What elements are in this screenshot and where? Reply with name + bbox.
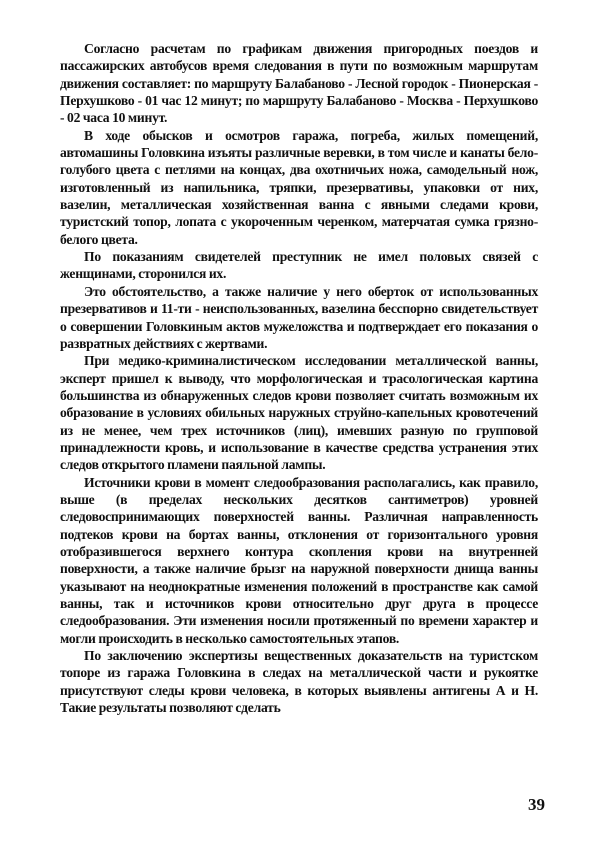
body-text: [60, 40, 538, 716]
paragraph-6: Источники крови в момент следообразования располагались, как правило, выше (в пределах нескольких десятков сантиметров) уровней следовоспринимающих поверхностей ванны. Различная направленность подтеков крови на бортах ванны, отклонения от горизонтального уровня отобразившегося верхнего контура скопления крови на внутренней поверхности, а также наличие брызг на наружной поверхности днища ванны указывают на неоднократные изменения положений в пространстве как самой ванны, так и источников крови относительно друг друга в процессе следообразования. Эти изменения носили протяженный по времени характер и могли происходить в несколько самостоятельных этапов.: [60, 474, 538, 646]
paragraph-5: При медико-криминалистическом исследовании металлической ванны, эксперт пришел к выводу, что морфологическая и трасологическая картина большинства из обнаруженных следов крови позволяет считать возможным их образование в условиях обильных наружных струйно-капельных кровотечений из не менее, чем трех источников (лиц), имевших разную по групповой принадлежности кровь, и использование в качестве средства устранения этих следов открытого пламени паяльной лампы.: [60, 353, 538, 473]
paragraph-7: По заключению экспертизы вещественных доказательств на туристском топоре из гаража Головкина в следах на металлической части и рукоятке присутствуют следы крови человека, в которых выявлены антигены А и Н. Такие результаты позволяют сделать: [60, 648, 538, 716]
paragraph-4: Это обстоятельство, а также наличие у него оберток от использованных презервативов и 11-ти - неиспользованных, вазелина бесспорно свидетельствует о совершении Головкиным актов мужеложства и подтверждает его показания о развратных действиях с жертвами.: [60, 283, 538, 351]
paragraph-3: По показаниям свидетелей преступник не имел половых связей с женщинами, сторонился их.: [60, 249, 538, 282]
page-number: 39: [528, 795, 545, 814]
paragraph-2: В ходе обысков и осмотров гаража, погреба, жилых помещений, автомашины Головкина изъяты различные веревки, в том числе и канаты бело-голубого цвета с петлями на концах, два охотничьих ножа, самодельный нож, изготовленный из напильника, тряпки, презервативы, упаковки от них, вазелин, металлическая хозяйственная ванна с явными следами крови, туристский топор, лопата с укороченным черенком, матерчатая сумка грязно-белого цвета.: [60, 127, 538, 247]
paragraph-1: Согласно расчетам по графикам движения пригородных поездов и пассажирских автобусов время следования в пути по возможным маршрутам движения составляет: по маршруту Балабаново - Лесной городок - Пионерская - Перхушково - 01 час 12 минут; по маршруту Балабаново - Москва - Перхушково - 02 часа 10 минут.: [60, 41, 538, 126]
